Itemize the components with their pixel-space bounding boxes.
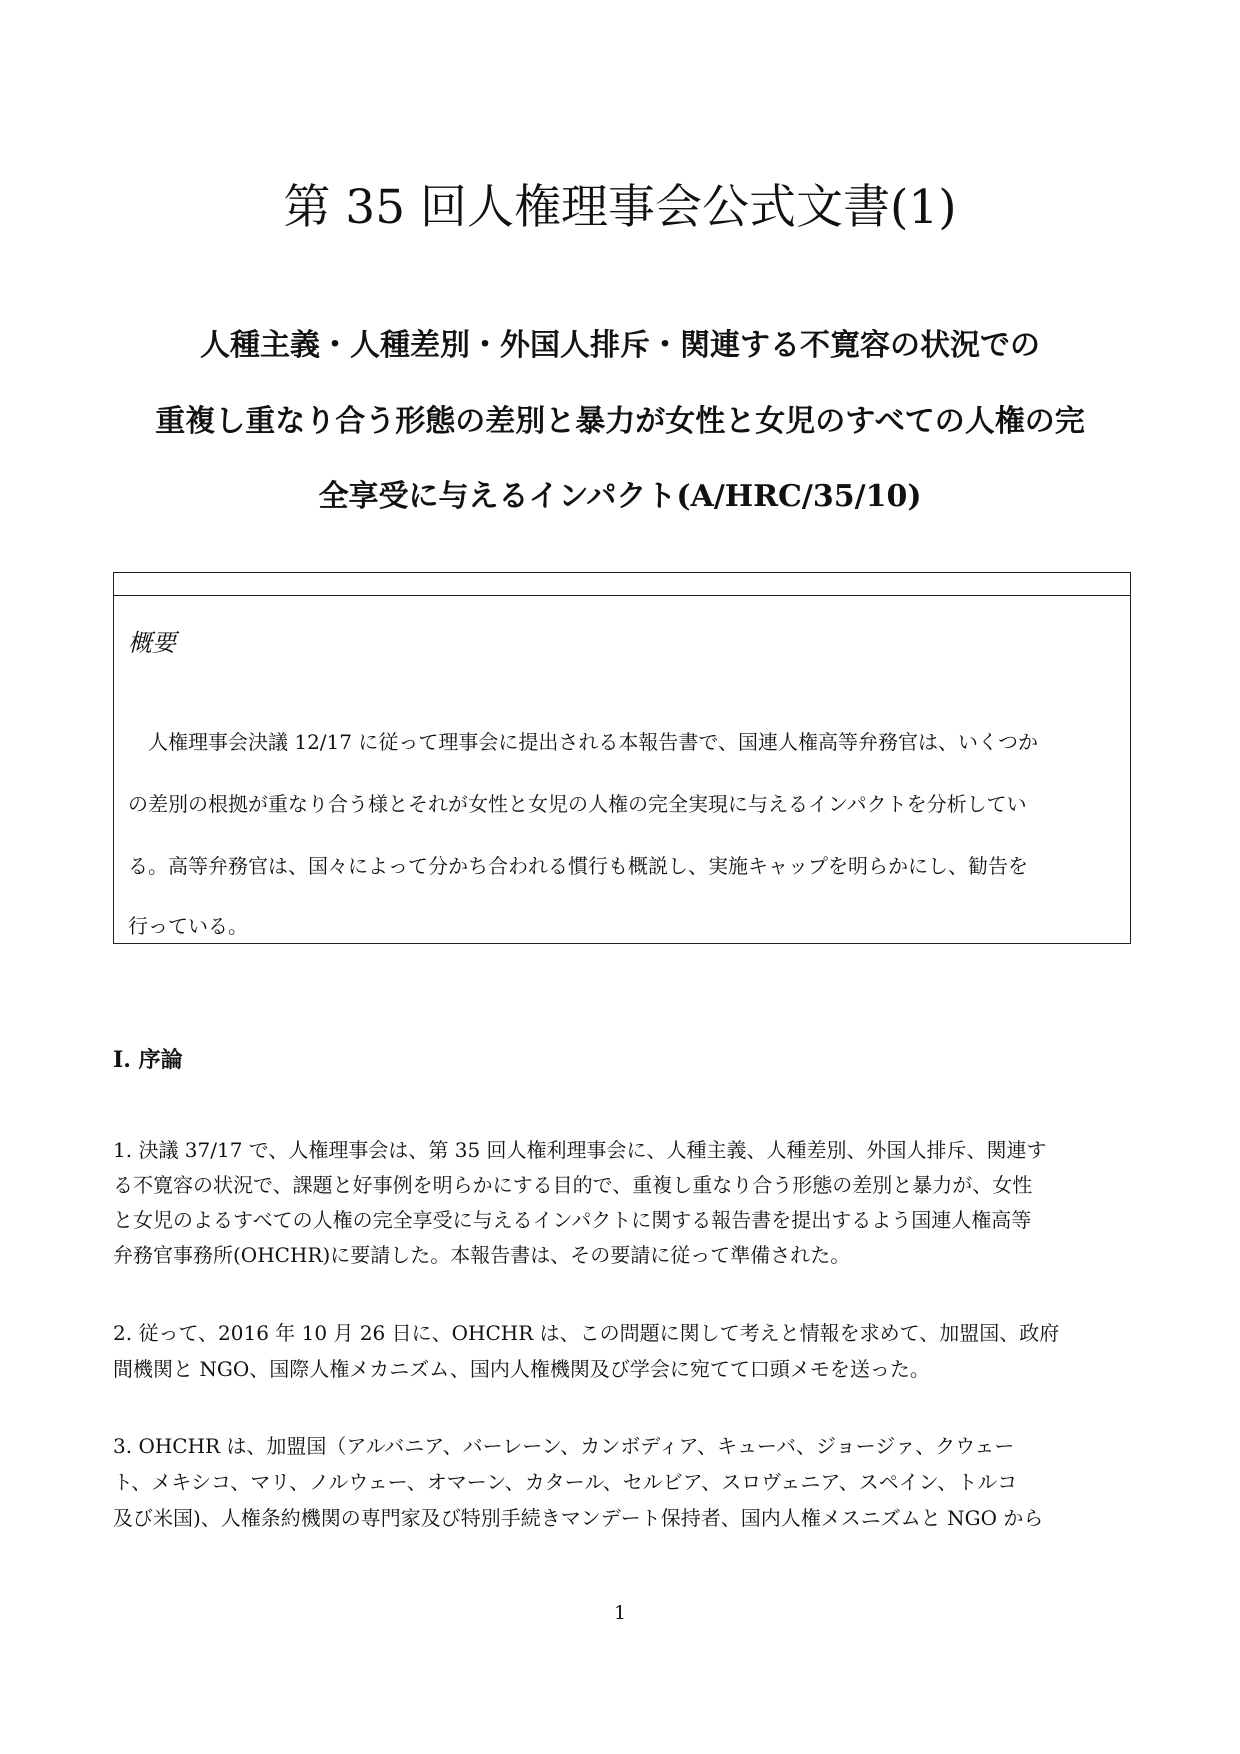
paragraph-3-line: 及び米国)、人権条約機関の専門家及び特別手続きマンデート保持者、国内人権メスニズムと NGO から <box>113 1506 1044 1530</box>
paragraph-2-line: 2. 従って、2016 年 10 月 26 日に、OHCHR は、この問題に関して考えと情報を求めて、加盟国、政府 <box>113 1321 1060 1345</box>
page-number: 1 <box>613 1602 627 1624</box>
paragraph-1-line: 弁務官事務所(OHCHR)に要請した。本報告書は、その要請に従って準備された。 <box>113 1243 851 1267</box>
paragraph-3-line: ト、メキシコ、マリ、ノルウェー、オマーン、カタール、セルビア、スロヴェニア、スペイン、トルコ <box>113 1470 1018 1494</box>
paragraph-1-line: る不寛容の状況で、課題と好事例を明らかにする目的で、重複し重なり合う形態の差別と暴力が、女性 <box>113 1173 1033 1197</box>
subtitle-line-1: 人種主義・人種差別・外国人排斥・関連する不寛容の状況での <box>200 328 1040 363</box>
summary-box <box>113 572 1131 944</box>
summary-line: 行っている。 <box>128 914 248 938</box>
summary-label: 概要 <box>128 629 176 657</box>
paragraph-1-line: 1. 決議 37/17 で、人権理事会は、第 35 回人権利理事会に、人種主義、人種差別、外国人排斥、関連す <box>113 1138 1047 1162</box>
paragraph-3-line: 3. OHCHR は、加盟国（アルバニア、バーレーン、カンボディア、キューバ、ジョージァ、クウェー <box>113 1434 1015 1458</box>
subtitle-line-2: 重複し重なり合う形態の差別と暴力が女性と女児のすべての人権の完 <box>155 404 1085 439</box>
subtitle-line-3: 全享受に与えるインパクト(A/HRC/35/10) <box>318 479 922 514</box>
section-heading: I. 序論 <box>113 1047 183 1073</box>
summary-line: る。高等弁務官は、国々によって分かち合われる慣行も概説し、実施キャップを明らかにし、勧告を <box>128 854 1028 878</box>
summary-line: の差別の根拠が重なり合う様とそれが女性と女児の人権の完全実現に与えるインパクトを分析してい <box>128 792 1027 816</box>
summary-line: 人権理事会決議 12/17 に従って理事会に提出される本報告書で、国連人権高等弁務官は、いくつか <box>128 730 1038 754</box>
paragraph-2-line: 間機関と NGO、国際人権メカニズム、国内人権機関及び学会に宛てて口頭メモを送った。 <box>113 1357 930 1381</box>
document-title: 第 35 回人権理事会公式文書(1) <box>283 180 957 235</box>
paragraph-1-line: と女児のよるすべての人権の完全享受に与えるインパクトに関する報告書を提出するよう国連人権高等 <box>113 1208 1032 1232</box>
summary-box-divider <box>114 595 1130 596</box>
